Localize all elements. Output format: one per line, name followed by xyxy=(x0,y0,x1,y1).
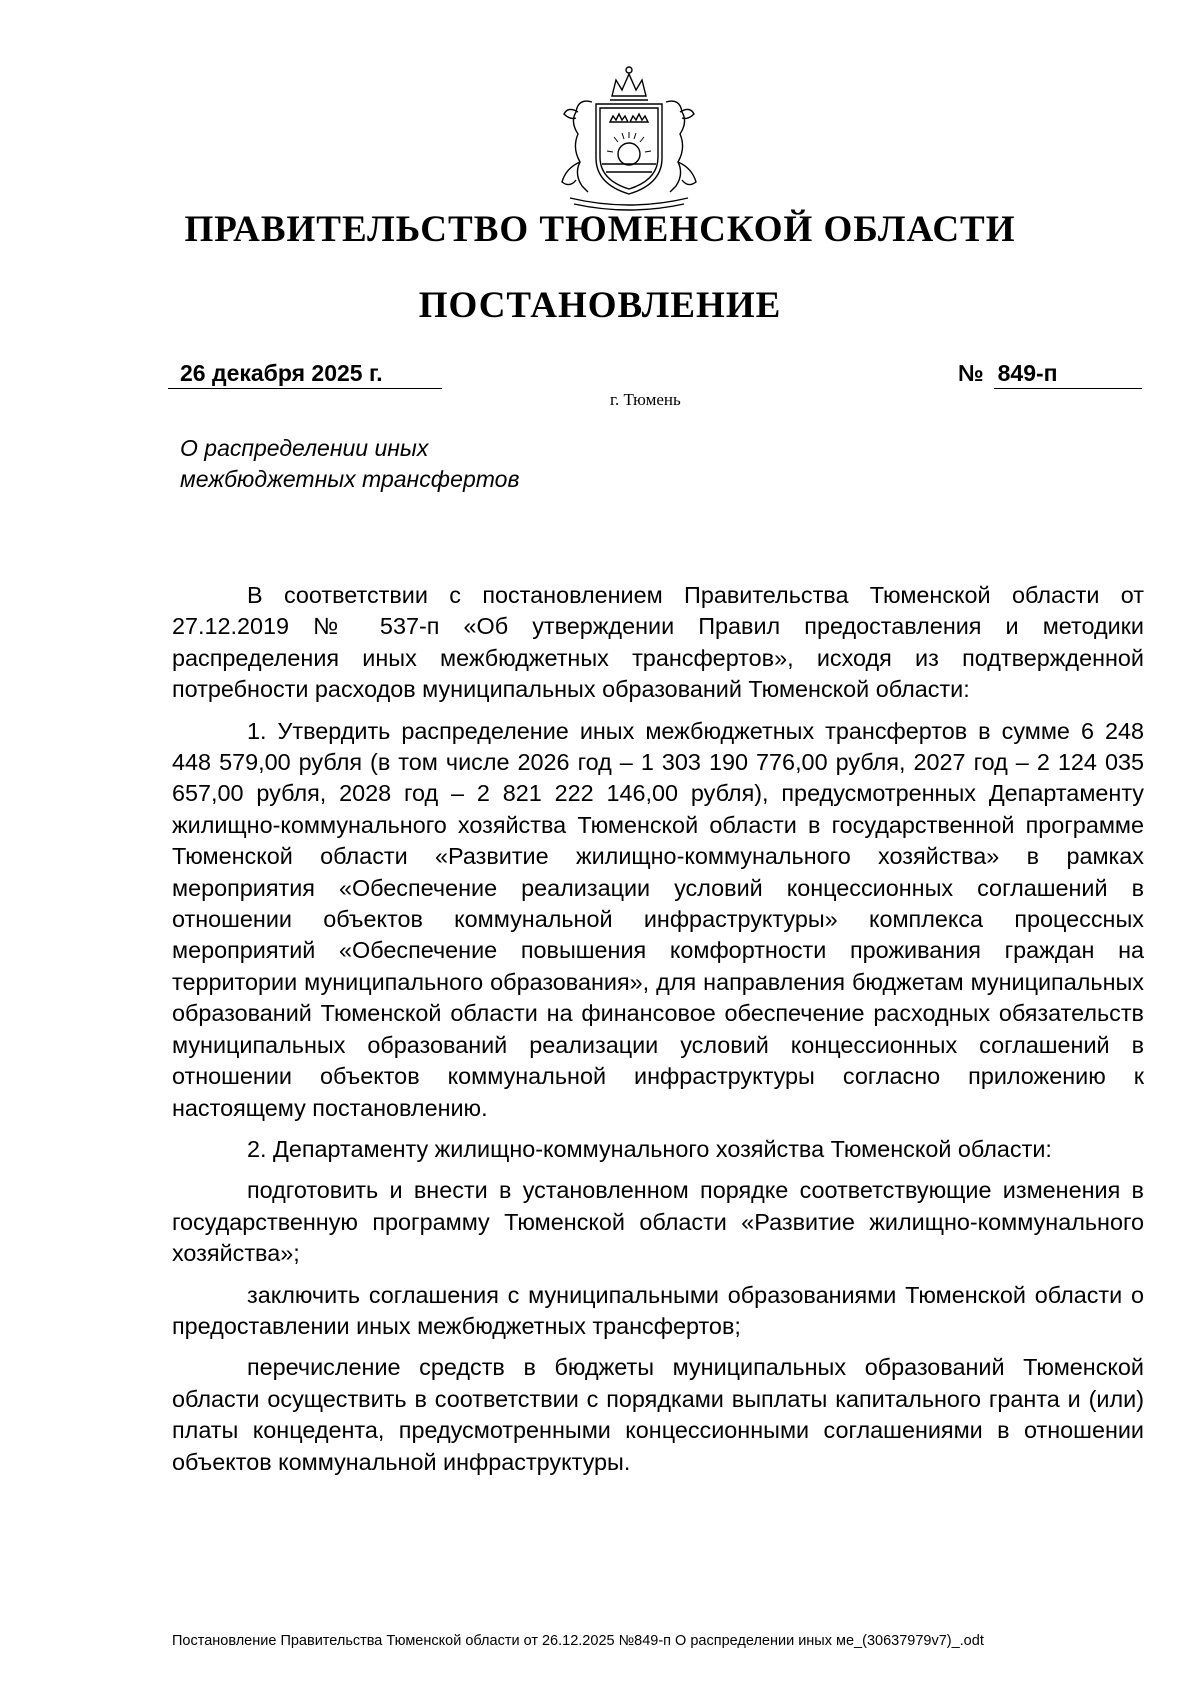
body-paragraph-2-item-2: заключить соглашения с муниципальными образованиями Тюменской области о предоставлении иных межбюджетных трансфертов; xyxy=(172,1281,1144,1339)
document-body xyxy=(172,580,1144,1488)
document-city: г. Тюмень xyxy=(610,390,681,409)
subject-line-2: межбюджетных трансфертов xyxy=(180,466,520,492)
document-subject xyxy=(180,433,519,495)
government-title: ПРАВИТЕЛЬСТВО ТЮМЕНСКОЙ ОБЛАСТИ xyxy=(184,209,1016,250)
file-footer: Постановление Правительства Тюменской области от 26.12.2025 №849-п О распределении иных ме_(30637979v7)_.odt xyxy=(172,1633,984,1649)
document-type: ПОСТАНОВЛЕНИЕ xyxy=(418,285,782,326)
body-paragraph-preamble: В соответствии с постановлением Правительства Тюменской области от 27.12.2019 № 537-п «Об утверждении Правил предоставления и методики распределения иных межбюджетных трансфертов», исходя из подтвержденной потребности расходов муниципальных образований Тюменской области: xyxy=(172,582,1144,703)
coat-of-arms-icon xyxy=(540,62,718,212)
body-paragraph-2: 2. Департаменту жилищно-коммунального хозяйства Тюменской области: xyxy=(247,1135,1052,1162)
document-number-block xyxy=(958,358,1148,389)
document-number: 849-п xyxy=(994,358,1142,389)
body-paragraph-2-item-3: перечисление средств в бюджеты муниципальных образований Тюменской области осуществить в соответствии с порядками выплаты капитального гранта и (или) платы концедента, предусмотренными концессионными соглашениями в отношении объектов коммунальной инфраструктуры. xyxy=(172,1354,1144,1475)
subject-line-1: О распределении иных xyxy=(180,435,429,461)
document-date: 26 декабря 2025 г. xyxy=(168,358,442,389)
number-sign: № xyxy=(958,360,984,386)
body-paragraph-1: 1. Утвердить распределение иных межбюджетных трансфертов в сумме 6 248 448 579,00 рубля (в том числе 2026 год – 1 303 190 776,00 рубля, 2027 год – 2 124 035 657,00 рубля, 2028 год – 2 821 222 146,00 рубля), предусмотренных Департаменту жилищно-коммунального хозяйства Тюменской области в государственной программе Тюменской области «Развитие жилищно-коммунального хозяйства» в рамках мероприятия «Обеспечение реализации условий концессионных соглашений в отношении объектов коммунальной инфраструктуры» комплекса процессных мероприятий «Обеспечение повышения комфортности проживания граждан на территории муниципального образования», для направления бюджетам муниципальных образований Тюменской области на финансовое обеспечение расходных обязательств муниципальных образований реализации условий концессионных соглашений в отношении объектов коммунальной инфраструктуры согласно приложению к настоящему постановлению. xyxy=(172,717,1144,1121)
body-paragraph-2-item-1: подготовить и внести в установленном порядке соответствующие изменения в государственную программу Тюменской области «Развитие жилищно-коммунального хозяйства»; xyxy=(172,1177,1144,1267)
